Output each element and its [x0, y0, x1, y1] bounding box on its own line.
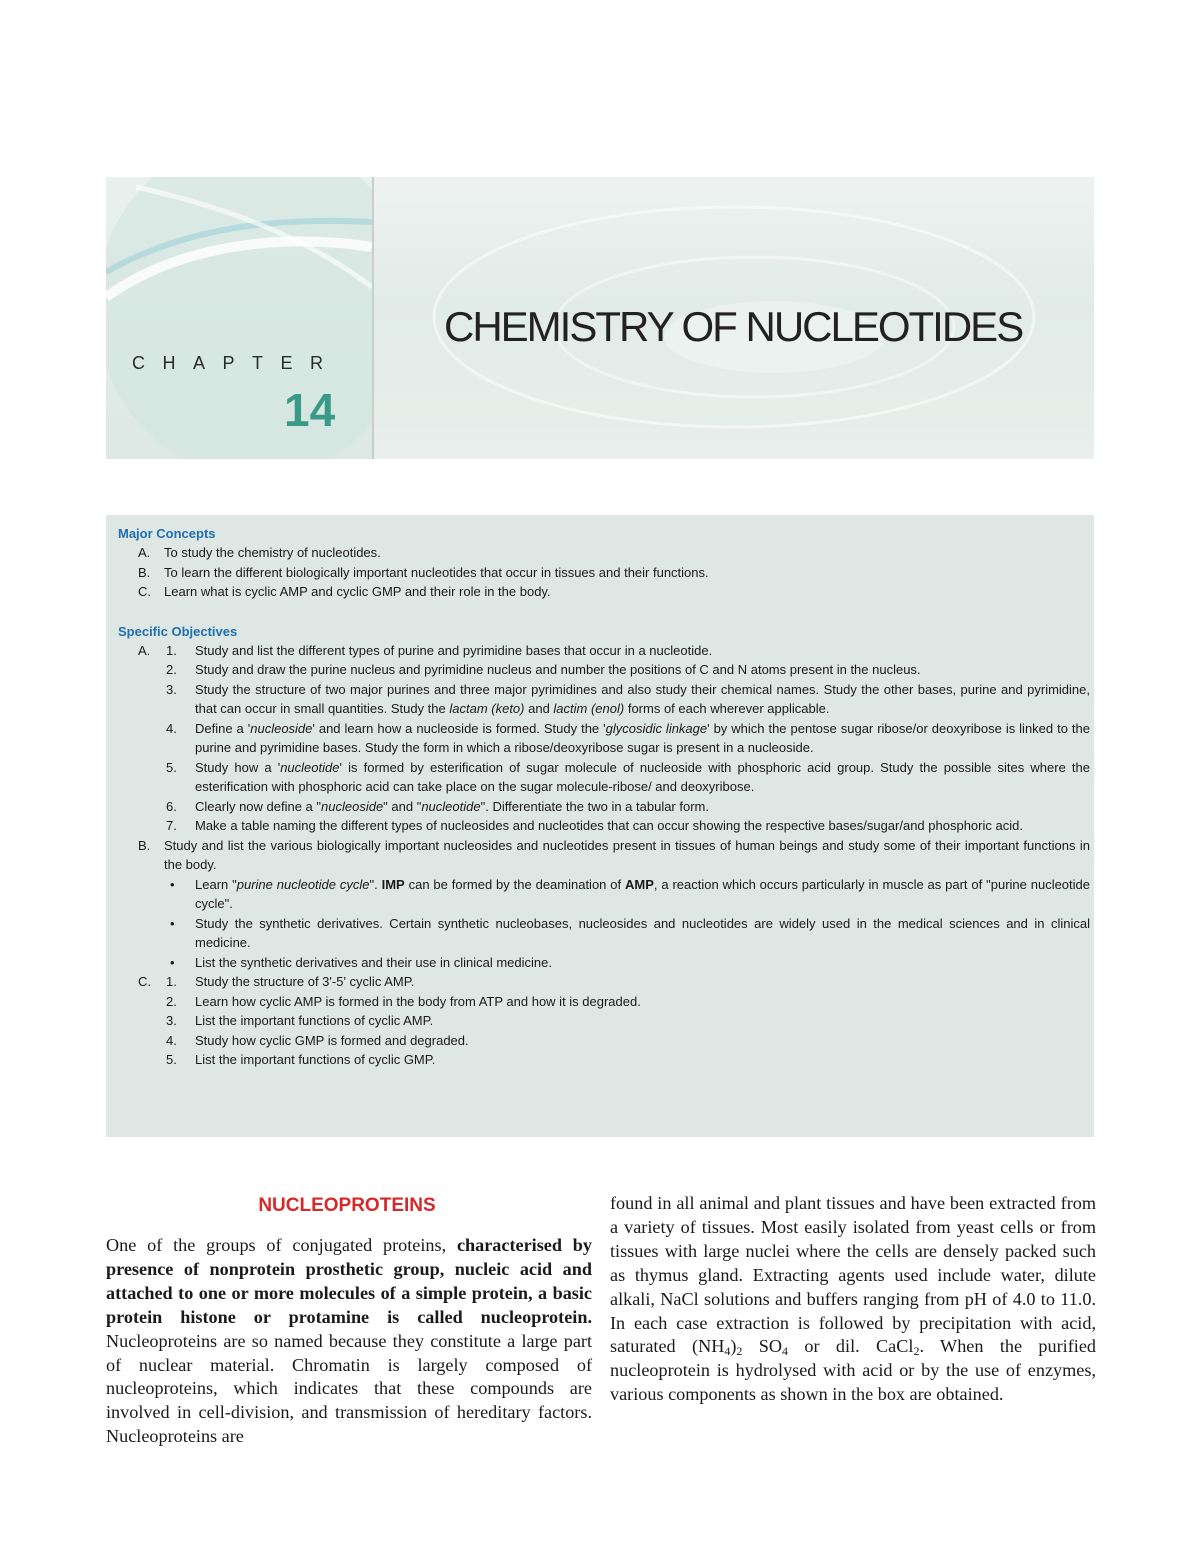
- chapter-banner: [106, 177, 1094, 459]
- list-item: 5. Study how a 'nucleotide' is formed by esterification of sugar molecule of nucleoside with phosphoric acid group. Study the possible sites where the esterification with phosphoric acid can take place on the sugar molecule-ribose/ and deoxyribose.: [166, 759, 1091, 794]
- list-item: • List the synthetic derivatives and their use in clinical medicine.: [118, 953, 1090, 973]
- list-item: C. 1. Study the structure of 3'-5' cyclic AMP.: [138, 974, 415, 989]
- specific-objectives-heading: Specific Objectives: [118, 623, 238, 639]
- list-item: B. To learn the different biologically important nucleotides that occur in tissues and their functions.: [138, 564, 709, 580]
- list-item: • Study the synthetic derivatives. Certain synthetic nucleobases, nucleosides and nucleotides are widely used in the medical sciences and in clinical medicine.: [170, 915, 1090, 950]
- bullet-icon: •: [170, 954, 175, 970]
- list-item: 5. List the important functions of cyclic GMP.: [166, 1052, 436, 1067]
- chapter-number: 14: [284, 384, 336, 436]
- section-heading: NUCLEOPROTEINS: [258, 1195, 436, 1216]
- bullet-icon: •: [170, 876, 175, 892]
- body-text-left-column: One of the groups of conjugated proteins, characterised by presence of nonprotein prosthetic group, nucleic acid and attached to one or more molecules of a simple protein, a basic protein histone or protamine is called nucleoprotein. Nucleoproteins are so named because they constitute a large part of nuclear material. Chromatin is largely composed of nucleoproteins, which indicates that these compounds are involved in cell-division, and transmission of hereditary factors. Nucleoproteins are: [106, 1235, 592, 1447]
- list-item: 3. List the important functions of cyclic AMP.: [166, 1013, 434, 1028]
- list-item: 2. Learn how cyclic AMP is formed in the body from ATP and how it is degraded.: [166, 993, 641, 1009]
- list-item: B. Study and list the various biologically important nucleosides and nucleotides present in tissues of human beings and study some of their important functions in the body.: [138, 837, 1090, 872]
- list-item: 7. Make a table naming the different types of nucleosides and nucleotides that can occur showing the respective bases/sugar/and phosphoric acid.: [166, 818, 1023, 833]
- list-item: 4. Define a 'nucleoside' and learn how a nucleoside is formed. Study the 'glycosidic linkage' by which the pentose sugar ribose/or deoxyribose is linked to the purine and pyrimidine bases. Study the form in which a ribose/deoxyribose sugar is present in a nucleoside.: [166, 720, 1090, 755]
- body-text-right-column: found in all animal and plant tissues and have been extracted from a variety of tissues. Most easily isolated from yeast cells or from tissues with large nuclei where the cells are densely packed such as thymus gland. Extracting agents used include water, dilute alkali, NaCl solutions and buffers ranging from pH of 4.0 to 11.0. In each case extraction is followed by precipitation with acid, saturated $(NH_4)_2$ $SO_4$ or dil. CaCl$_2$. When the purified nucleoprotein is hydrolysed with acid or by the use of enzymes, various components as shown in the box are obtained.: [610, 1193, 1096, 1405]
- list-item: 3. Study the structure of two major purines and three major pyrimidines and also study their chemical names. Study the other bases, purine and pyrimidine, that can occur in small quantities. Study the lactam (keto) and lactim (enol) forms of each wherever applicable.: [166, 681, 1090, 716]
- list-item: A. To study the chemistry of nucleotides.: [138, 545, 381, 560]
- chapter-title: CHEMISTRY OF NUCLEOTIDES: [444, 303, 1023, 350]
- major-concepts-heading: Major Concepts: [118, 526, 216, 541]
- list-item: C. Learn what is cyclic AMP and cyclic GMP and their role in the body.: [138, 584, 551, 599]
- list-item: A. 1. Study and list the different types of purine and pyrimidine bases that occur in a nucleotide.: [138, 642, 713, 658]
- bullet-icon: •: [170, 915, 175, 931]
- banner-decoration-panel: [106, 177, 372, 459]
- list-item: 6. Clearly now define a "nucleoside" and "nucleotide". Differentiate the two in a tabular form.: [166, 798, 709, 814]
- objectives-box: [106, 515, 1094, 1137]
- chapter-label: CHAPTER: [132, 353, 341, 373]
- list-item: • Learn "purine nucleotide cycle". IMP can be formed by the deamination of AMP, a reaction which occurs particularly in muscle as part of "purine nucleotide cycle".: [170, 876, 1090, 911]
- list-item: 4. Study how cyclic GMP is formed and degraded.: [166, 1032, 469, 1048]
- list-item: 2. Study and draw the purine nucleus and pyrimidine nucleus and number the positions of C and N atoms present in the nucleus.: [166, 662, 921, 677]
